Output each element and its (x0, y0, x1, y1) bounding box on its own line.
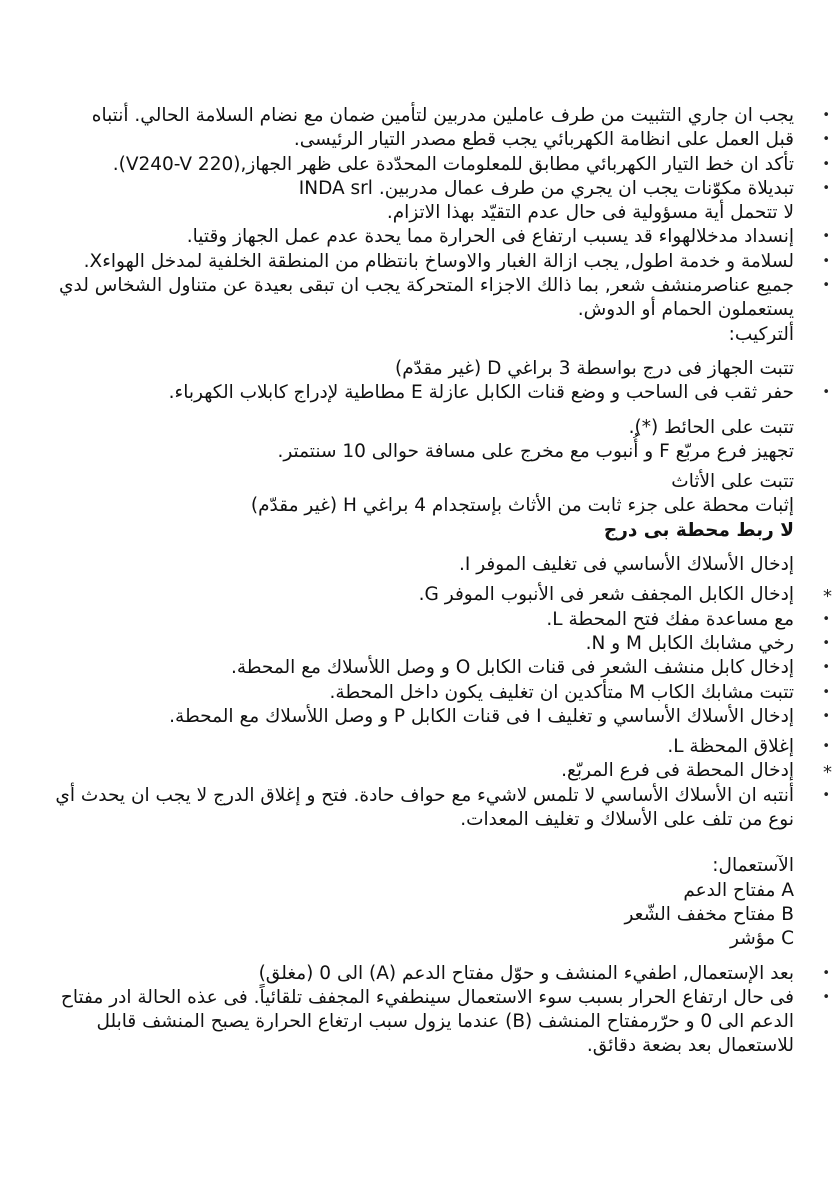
list-item: • قبل العمل على انظامة الكهربائي يجب قطع مصدر التيار الرئيسى. (34, 128, 794, 152)
paragraph-line: لا تتحمل أية مسؤولية فى حال عدم التقيّد بهذا الاتزام. (386, 202, 794, 224)
list-item: • تبديلاة مكوّنات يجب ان يجري من طرف عمال مدربين. INDA srl (34, 177, 794, 201)
list-item: • تتبت مشابك الكاب M متأكدين ان تغليف يكون داخل المحطة. (34, 681, 794, 705)
document-body (34, 104, 794, 1059)
list-item: • فى حال ارتفاع الحرار بسبب سوء الاستعمال سينطفيء المجفف تلقائياً. فى عذه الحالة ادر مفتاح الدعم الى 0 و حرّرمفتاح المنشف (B) عندما يزول سبب ارتغاع الحرارة يصبح المنشف قابلل للاستعمال بعد بضعة دقائق. (34, 986, 794, 1059)
paragraph-line: إثبات محطة على جزء ثابت من الأثاث بإستجدام 4 براغي H (غير مقدّم) (250, 495, 794, 517)
list-item: • بعد الإستعمال, اطفيء المنشف و حوّل مفتاح الدعم (A) الى 0 (مغلق) (34, 962, 794, 986)
section-heading-usage: الآستعمال: (712, 855, 794, 877)
list-item: • إدخال كابل منشف الشعر فى قنات الكابل O و وصل اللأسلاك مع المحطة. (34, 656, 794, 680)
list-item: • إنسداد مدخلالهواء قد يسبب ارتفاع فى الحرارة مما يحدة عدم عمل الجهاز وقتيا. (34, 225, 794, 249)
subheading-furniture: تتبت على الأثاث (671, 471, 794, 493)
list-item: * إدخال الكابل المجفف شعر فى الأنبوب الموفر G. (34, 583, 794, 607)
section-heading-installation: ألتركيب: (728, 323, 794, 345)
list-item: • مع مساعدة مفك فتح المحطة L. (34, 608, 794, 632)
list-item: • لسلامة و خدمة اطول, يجب ازالة الغبار والاوساخ بانتظام من المنطقة الخلفية لمدخل الهواءX. (34, 250, 794, 274)
list-item: • رخي مشابك الكابل M و N. (34, 632, 794, 656)
subheading-drawer: لا ربط محطة بى درج (603, 519, 794, 541)
list-item: * إدخال المحطة فى فرع المربّع. (34, 759, 794, 783)
list-item: • تأكد ان خط التيار الكهربائي مطابق للمعلومات المحدّدة على ظهر الجهاز,(V240-V 220). (34, 153, 794, 177)
list-item: • يجب ان جاري التثبيت من طرف عاملين مدربين لتأمين ضمان مع نضام السلامة الحالي. أنتباه (34, 104, 794, 128)
list-item: • إدخال الأسلاك الأساسي و تغليف I فى قنات الكابل P و وصل اللأسلاك مع المحطة. (34, 705, 794, 729)
list-item: • أنتبه ان الأسلاك الأساسي لا تلمس لاشيء مع حواف حادة. فتح و إغلاق الدرج لا يجب ان يحدث أي نوع من تلف على الأسلاك و تغليف المعدات. (34, 784, 794, 833)
paragraph-line: إدخال الأسلاك الأساسي فى تغليف الموفر I. (458, 554, 794, 576)
legend-item-a: A مفتاح الدعم (683, 879, 794, 901)
legend-item-c: C مؤشر (730, 928, 794, 950)
list-item: • حفر ثقب فى الساحب و وضع قنات الكابل عازلة E مطاطية لإدراج كابلاب الكهرباء. (34, 381, 794, 405)
paragraph-line: تتبت الجهاز فى درج بواسطة 3 براغي D (غير مقدّم) (394, 357, 794, 379)
list-item: • جميع عناصرمنشف شعر, بما ذالك الاجزاء المتحركة يجب ان تبقى بعيدة عن متناول الشخاس لدي يستعملون الحمام أو الدوش. (34, 274, 794, 323)
legend-item-b: B مفتاح مخفف الشّعر (624, 903, 794, 925)
paragraph-line: تجهيز فرع مربّع F و أُنبوب مع مخرج على مسافة حوالى 10 سنتمتر. (277, 440, 794, 462)
subheading-wall: تتبت على الحائط (*). (628, 416, 794, 438)
list-item: • إغلاق المحظة L. (34, 735, 794, 759)
